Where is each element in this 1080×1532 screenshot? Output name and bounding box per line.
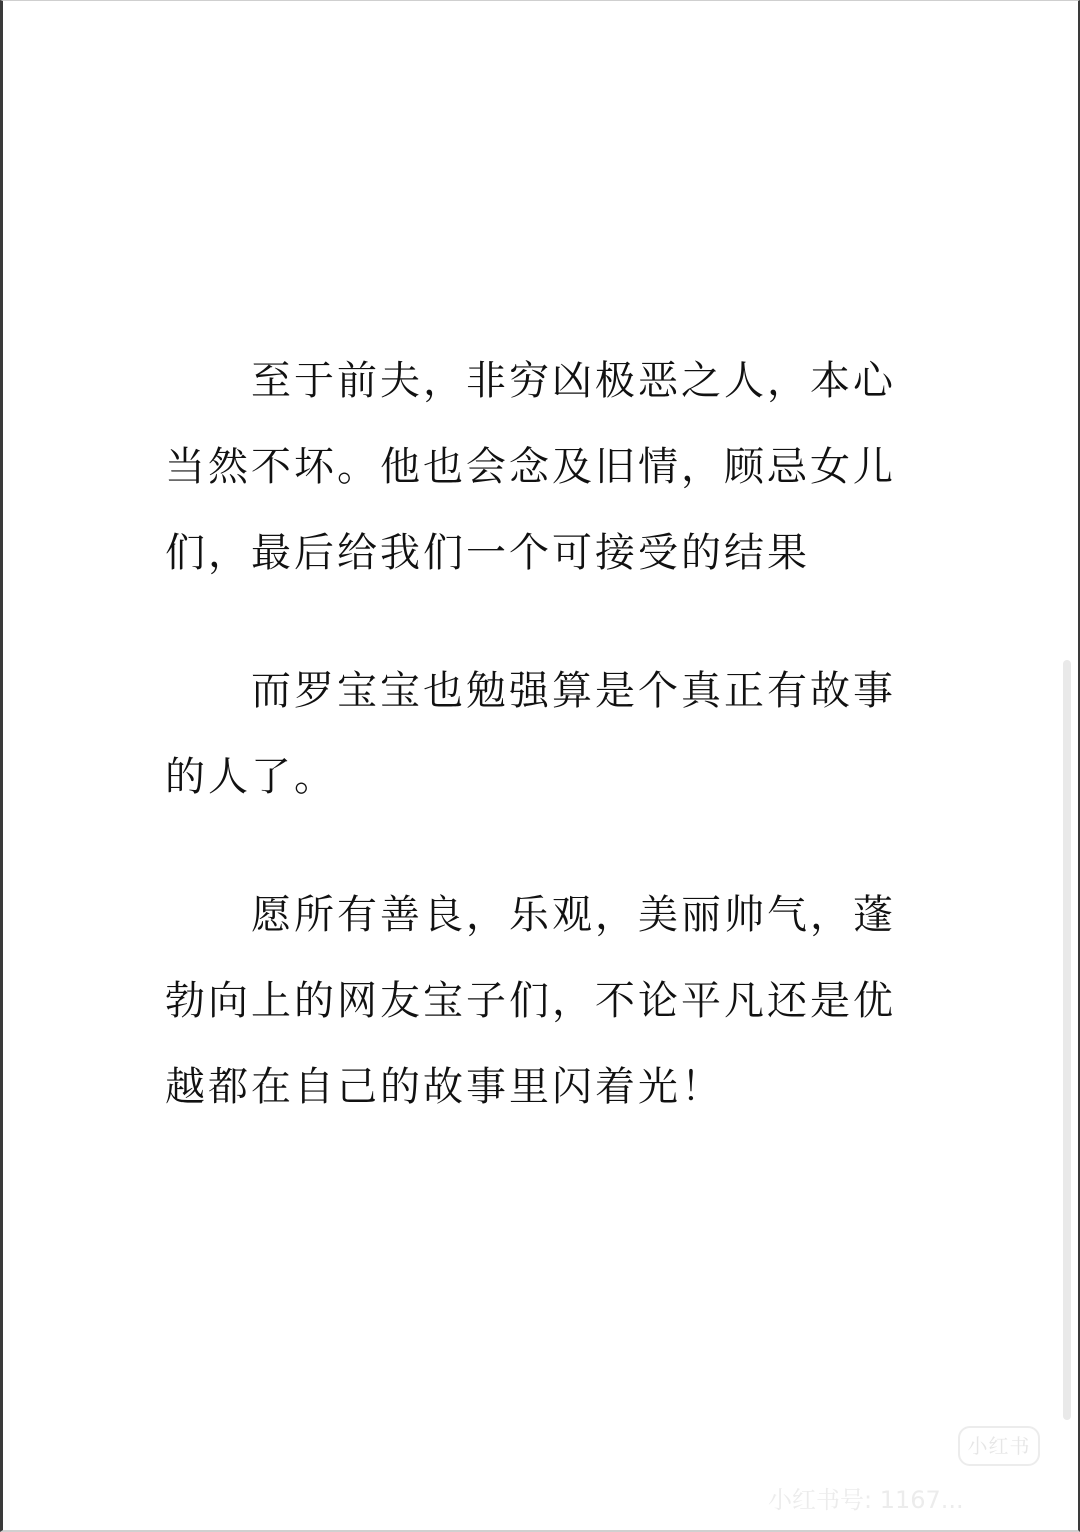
watermark-id: 小红书号: 1167... <box>768 1486 964 1514</box>
paragraph-2: 而罗宝宝也勉强算是个真正有故事的人了。 <box>165 668 896 800</box>
paragraph-1: 至于前夫，非穷凶极恶之人，本心当然不坏。他也会念及旧情，顾忌女儿们，最后给我们一个可接受的结果 <box>165 358 896 576</box>
paragraph-3: 愿所有善良，乐观，美丽帅气，蓬勃向上的网友宝子们，不论平凡还是优越都在自己的故事里闪着光！ <box>165 892 896 1110</box>
scrollbar[interactable] <box>1063 660 1071 1420</box>
watermark-logo: 小红书 <box>958 1426 1040 1466</box>
document-body <box>165 338 925 1130</box>
